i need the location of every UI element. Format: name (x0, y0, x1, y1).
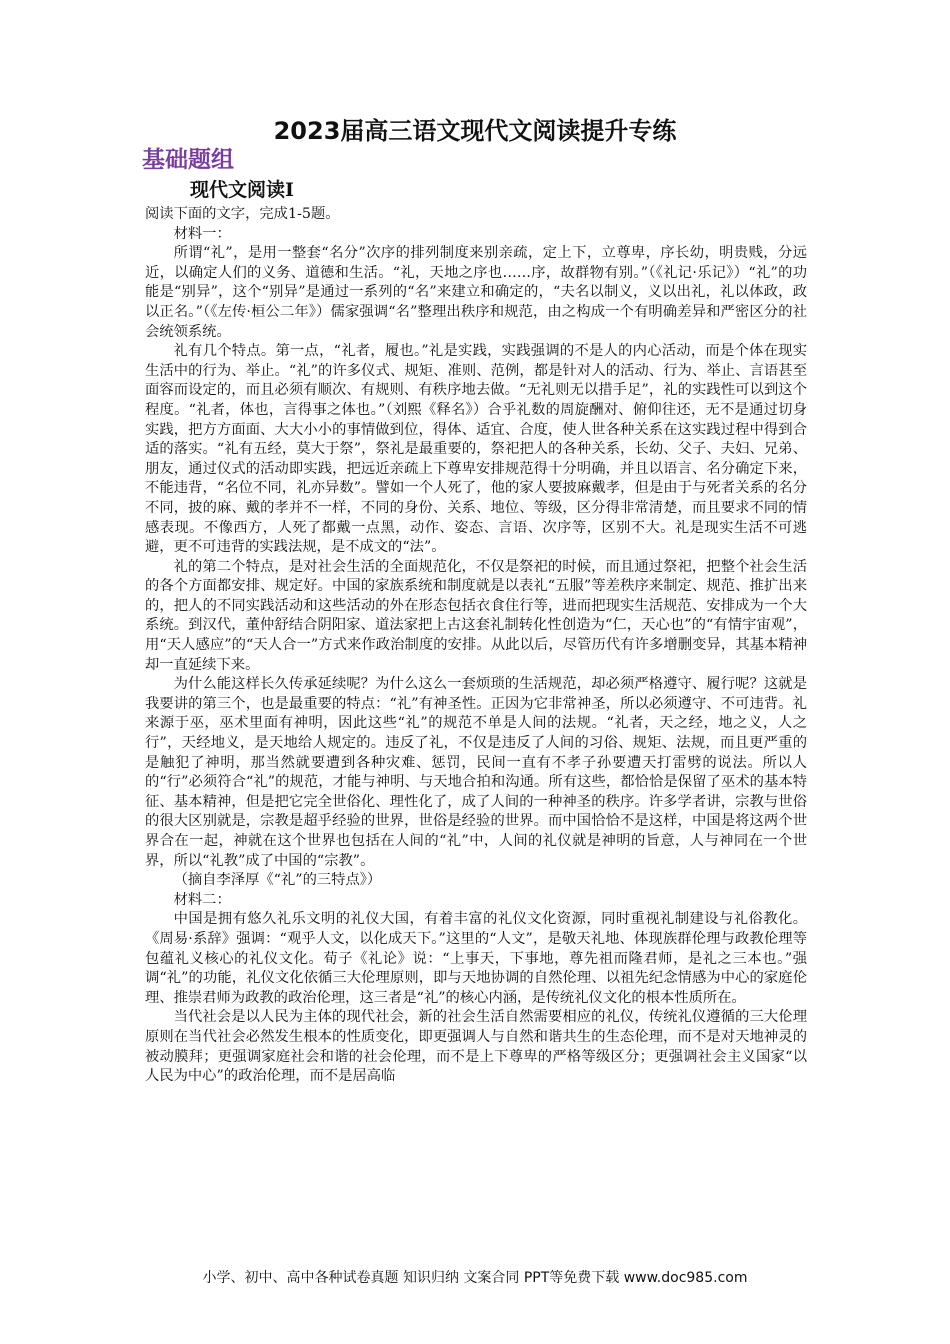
material1-label: 材料一： (173, 225, 231, 242)
material1-paragraph: 为什么能这样长久传承延续呢？为什么这么一套烦琐的生活规范，却必须严格遵守、履行呢？这就是我要讲的第三个，也是最重要的特点：“礼”有神圣性。正因为它非常神圣，所以必须遵守、不可违背。礼来源于巫，巫术里面有神明，因此这些“礼”的规范不单是人间的法规。“礼者，天之经，地之义，人之行”，天经地义，是天地给人规定的。违反了礼，不仅是违反了人间的习俗、规矩、法规，而且更严重的是触犯了神明，那当然就要遭到各种灾难、惩罚，民间一直有不孝子孙要遭天打雷劈的说法。所以人的“行”必须符合“礼”的规范，才能与神明、与天地合拍和沟通。所有这些，都恰恰是保留了巫术的基本特征、基本精神，但是把它完全世俗化、理性化了，成了人间的一种神圣的秩序。许多学者讲，宗教与世俗的很大区别就是，宗教是超乎经验的世界，世俗是经验的世界。而中国恰恰不是这样，中国是将这两个世界合在一起，神就在这个世界也包括在人间的“礼”中，人间的礼仪就是神明的旨意，人与神同在一个世界，所以“礼教”成了中国的“宗教”。 (145, 676, 807, 869)
material2-label: 材料二： (173, 891, 231, 908)
instruction-text: 阅读下面的文字，完成1-5题。 (145, 206, 340, 222)
material2-paragraph: 当代社会是以人民为主体的现代社会，新的社会生活自然需要相应的礼仪，传统礼仪遵循的三大伦理原则在当代社会必然发生根本的性质变化，即更强调人与自然和谐共生的生态伦理，而不是对天地神灵的被动膜拜；更强调家庭社会和谐的社会伦理，而不是上下尊卑的严格等级区分；更强调社会主义国家“以人民为中心”的政治伦理，而不是居高临 (145, 1009, 807, 1085)
document-title: 2023届高三语文现代文阅读提升专练 (273, 117, 677, 145)
material1-paragraph: 所谓“礼”，是用一整套“名分”次序的排列制度来别亲疏，定上下，立尊卑，序长幼，明贵贱，分远近，以确定人们的义务、道德和生活。“礼，天地之序也……序，故群物有别。”（《礼记·乐记》）“礼”的功能是“别异”，这个“别异”是通过一系列的“名”来建立和确定的，“夫名以制义，义以出礼，礼以体政，政以正名。”（《左传·桓公二年》）儒家强调“名”整理出秩序和规范，由之构成一个有明确差异和严密区分的社会统领系统。 (145, 245, 807, 340)
material1-source: （摘自李泽厚《“礼”的三特点》） (173, 872, 382, 889)
material1-paragraph: 礼有几个特点。第一点，“礼者，履也。”礼是实践，实践强调的不是人的内心活动，而是个体在现实生活中的行为、举止。“礼”的许多仪式、规矩、准则、范例，都是针对人的活动、行为、举止、言语甚至面容而设定的，而且必须有顺次、有规则、有秩序地去做。“无礼则无以措手足”，礼的实践性可以到这个程度。“礼者，体也，言得事之体也。”（刘熙《释名》）合乎礼数的周旋酬对、俯仰往还，无不是通过切身实践，把方方面面、大大小小的事情做到位，得体、适宜、合度，使人世各种关系在这实践过程中得到合适的落实。“礼有五经，莫大于祭”，祭礼是最重要的，祭祀把人的各种关系，长幼、父子、夫妇、兄弟、朋友，通过仪式的活动即实践，把远近亲疏上下尊卑安排规范得十分明确，并且以语言、名分确定下来，不能违背，“名位不同，礼亦异数”。譬如一个人死了，他的家人要披麻戴孝，但是由于与死者关系的名分不同，披的麻、戴的孝并不一样，不同的身份、关系、地位、等级，区分得非常清楚，而且要求不同的情感表现。不像西方，人死了都戴一点黑，动作、姿态、言语、次序等，区别不大。礼是现实生活不可逃避，更不可违背的实践法规，是不成文的“法”。 (145, 343, 807, 556)
section-heading: 基础题组 (142, 146, 234, 173)
document-body (145, 205, 807, 1087)
material1-paragraph: 礼的第二个特点，是对社会生活的全面规范化，不仅是祭祀的时候，而且通过祭祀，把整个社会生活的各个方面都安排、规定好。中国的家族系统和制度就是以表礼“五服”等差秩序来制定、规范、推扩出来的，把人的不同实践活动和这些活动的外在形态包括衣食住行等，进而把现实生活规范、安排成为一个大系统。到汉代，董仲舒结合阴阳家、道法家把上古这套礼制转化性创造为“仁，天心也”的“有情宇宙观”，用“天人感应”的“天人合一”方式来作政治制度的安排。从此以后，尽管历代有许多增删变异，其基本精神却一直延续下来。 (145, 558, 807, 673)
page-footer: 小学、初中、高中各种试卷真题 知识归纳 文案合同 PPT等免费下载 www.doc985.com (202, 1270, 748, 1286)
subsection-heading: 现代文阅读Ⅰ (190, 179, 294, 201)
material2-paragraph: 中国是拥有悠久礼乐文明的礼仪大国，有着丰富的礼仪文化资源，同时重视礼制建设与礼俗教化。《周易·系辞》强调：“观乎人文，以化成天下。”这里的“人文”，是敬天礼地、体现族群伦理与政教伦理等包蕴礼义核心的礼仪文化。荀子《礼论》说：“上事天，下事地，尊先祖而隆君师，是礼之三本也。”强调“礼”的功能，礼仪文化依循三大伦理原则，即与天地协调的自然伦理、以祖先纪念情感为中心的家庭伦理、推崇君师为政教的政治伦理，这三者是“礼”的核心内涵，是传统礼仪文化的根本性质所在。 (145, 911, 807, 1006)
